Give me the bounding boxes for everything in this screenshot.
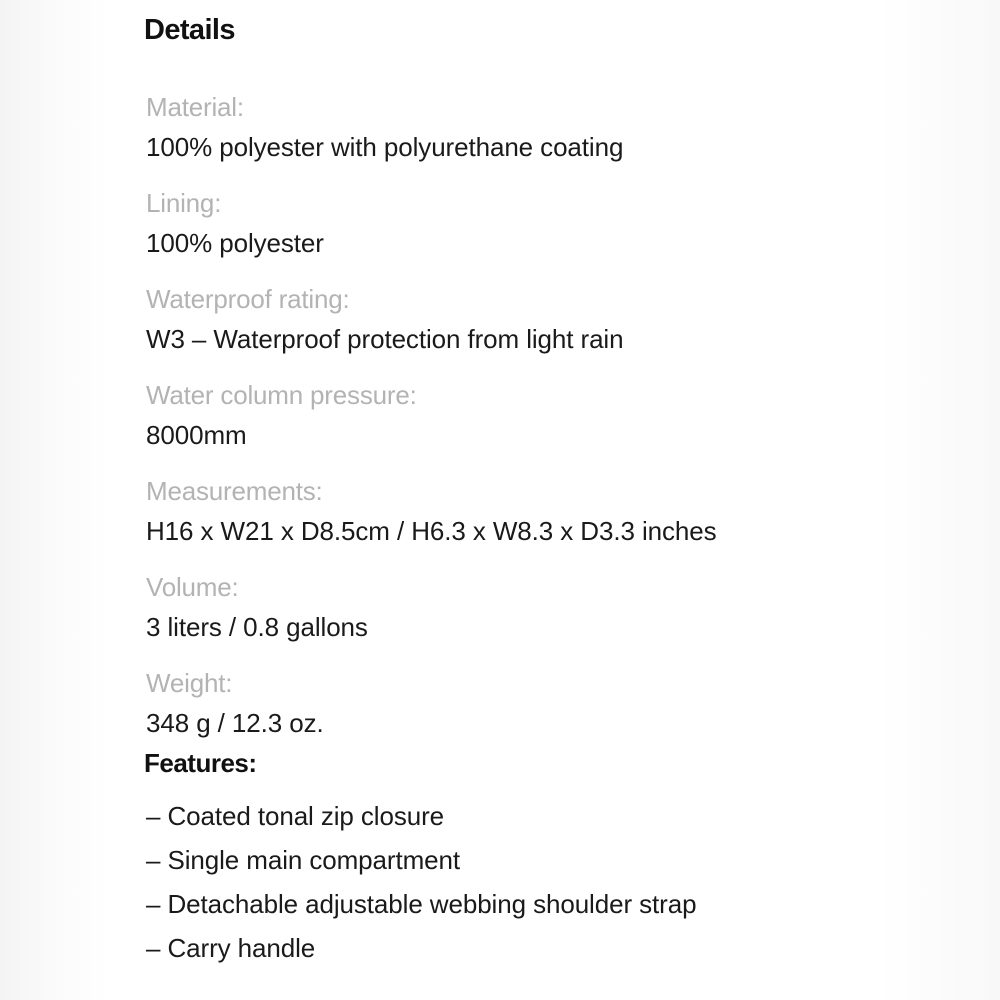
features-list: [146, 794, 966, 970]
spec-label: Weight:: [146, 668, 233, 698]
feature-item: – Detachable adjustable webbing shoulder strap: [146, 889, 697, 919]
feature-item: – Single main compartment: [146, 845, 460, 875]
details-heading: Details: [144, 14, 235, 46]
spec-waterproof-rating: [146, 280, 966, 376]
spec-value: 100% polyester: [146, 228, 324, 258]
spec-measurements: [146, 472, 966, 568]
spec-label: Measurements:: [146, 476, 323, 506]
spec-list: [146, 88, 966, 760]
spec-value: 100% polyester with polyurethane coating: [146, 132, 624, 162]
spec-value: 3 liters / 0.8 gallons: [146, 612, 368, 642]
spec-value: H16 x W21 x D8.5cm / H6.3 x W8.3 x D3.3 inches: [146, 516, 717, 546]
spec-material: [146, 88, 966, 184]
feature-item: – Coated tonal zip closure: [146, 801, 445, 831]
spec-value: W3 – Waterproof protection from light rain: [146, 324, 624, 354]
spec-volume: [146, 568, 966, 664]
spec-label: Lining:: [146, 188, 222, 218]
details-panel: [146, 10, 966, 970]
spec-value: 8000mm: [146, 420, 247, 450]
feature-item: – Carry handle: [146, 933, 316, 963]
spec-label: Material:: [146, 92, 244, 122]
spec-lining: [146, 184, 966, 280]
spec-label: Water column pressure:: [146, 380, 417, 410]
spec-label: Volume:: [146, 572, 239, 602]
features-heading: Features:: [144, 748, 257, 778]
spec-value: 348 g / 12.3 oz.: [146, 708, 324, 738]
spec-label: Waterproof rating:: [146, 284, 350, 314]
spec-water-column-pressure: [146, 376, 966, 472]
